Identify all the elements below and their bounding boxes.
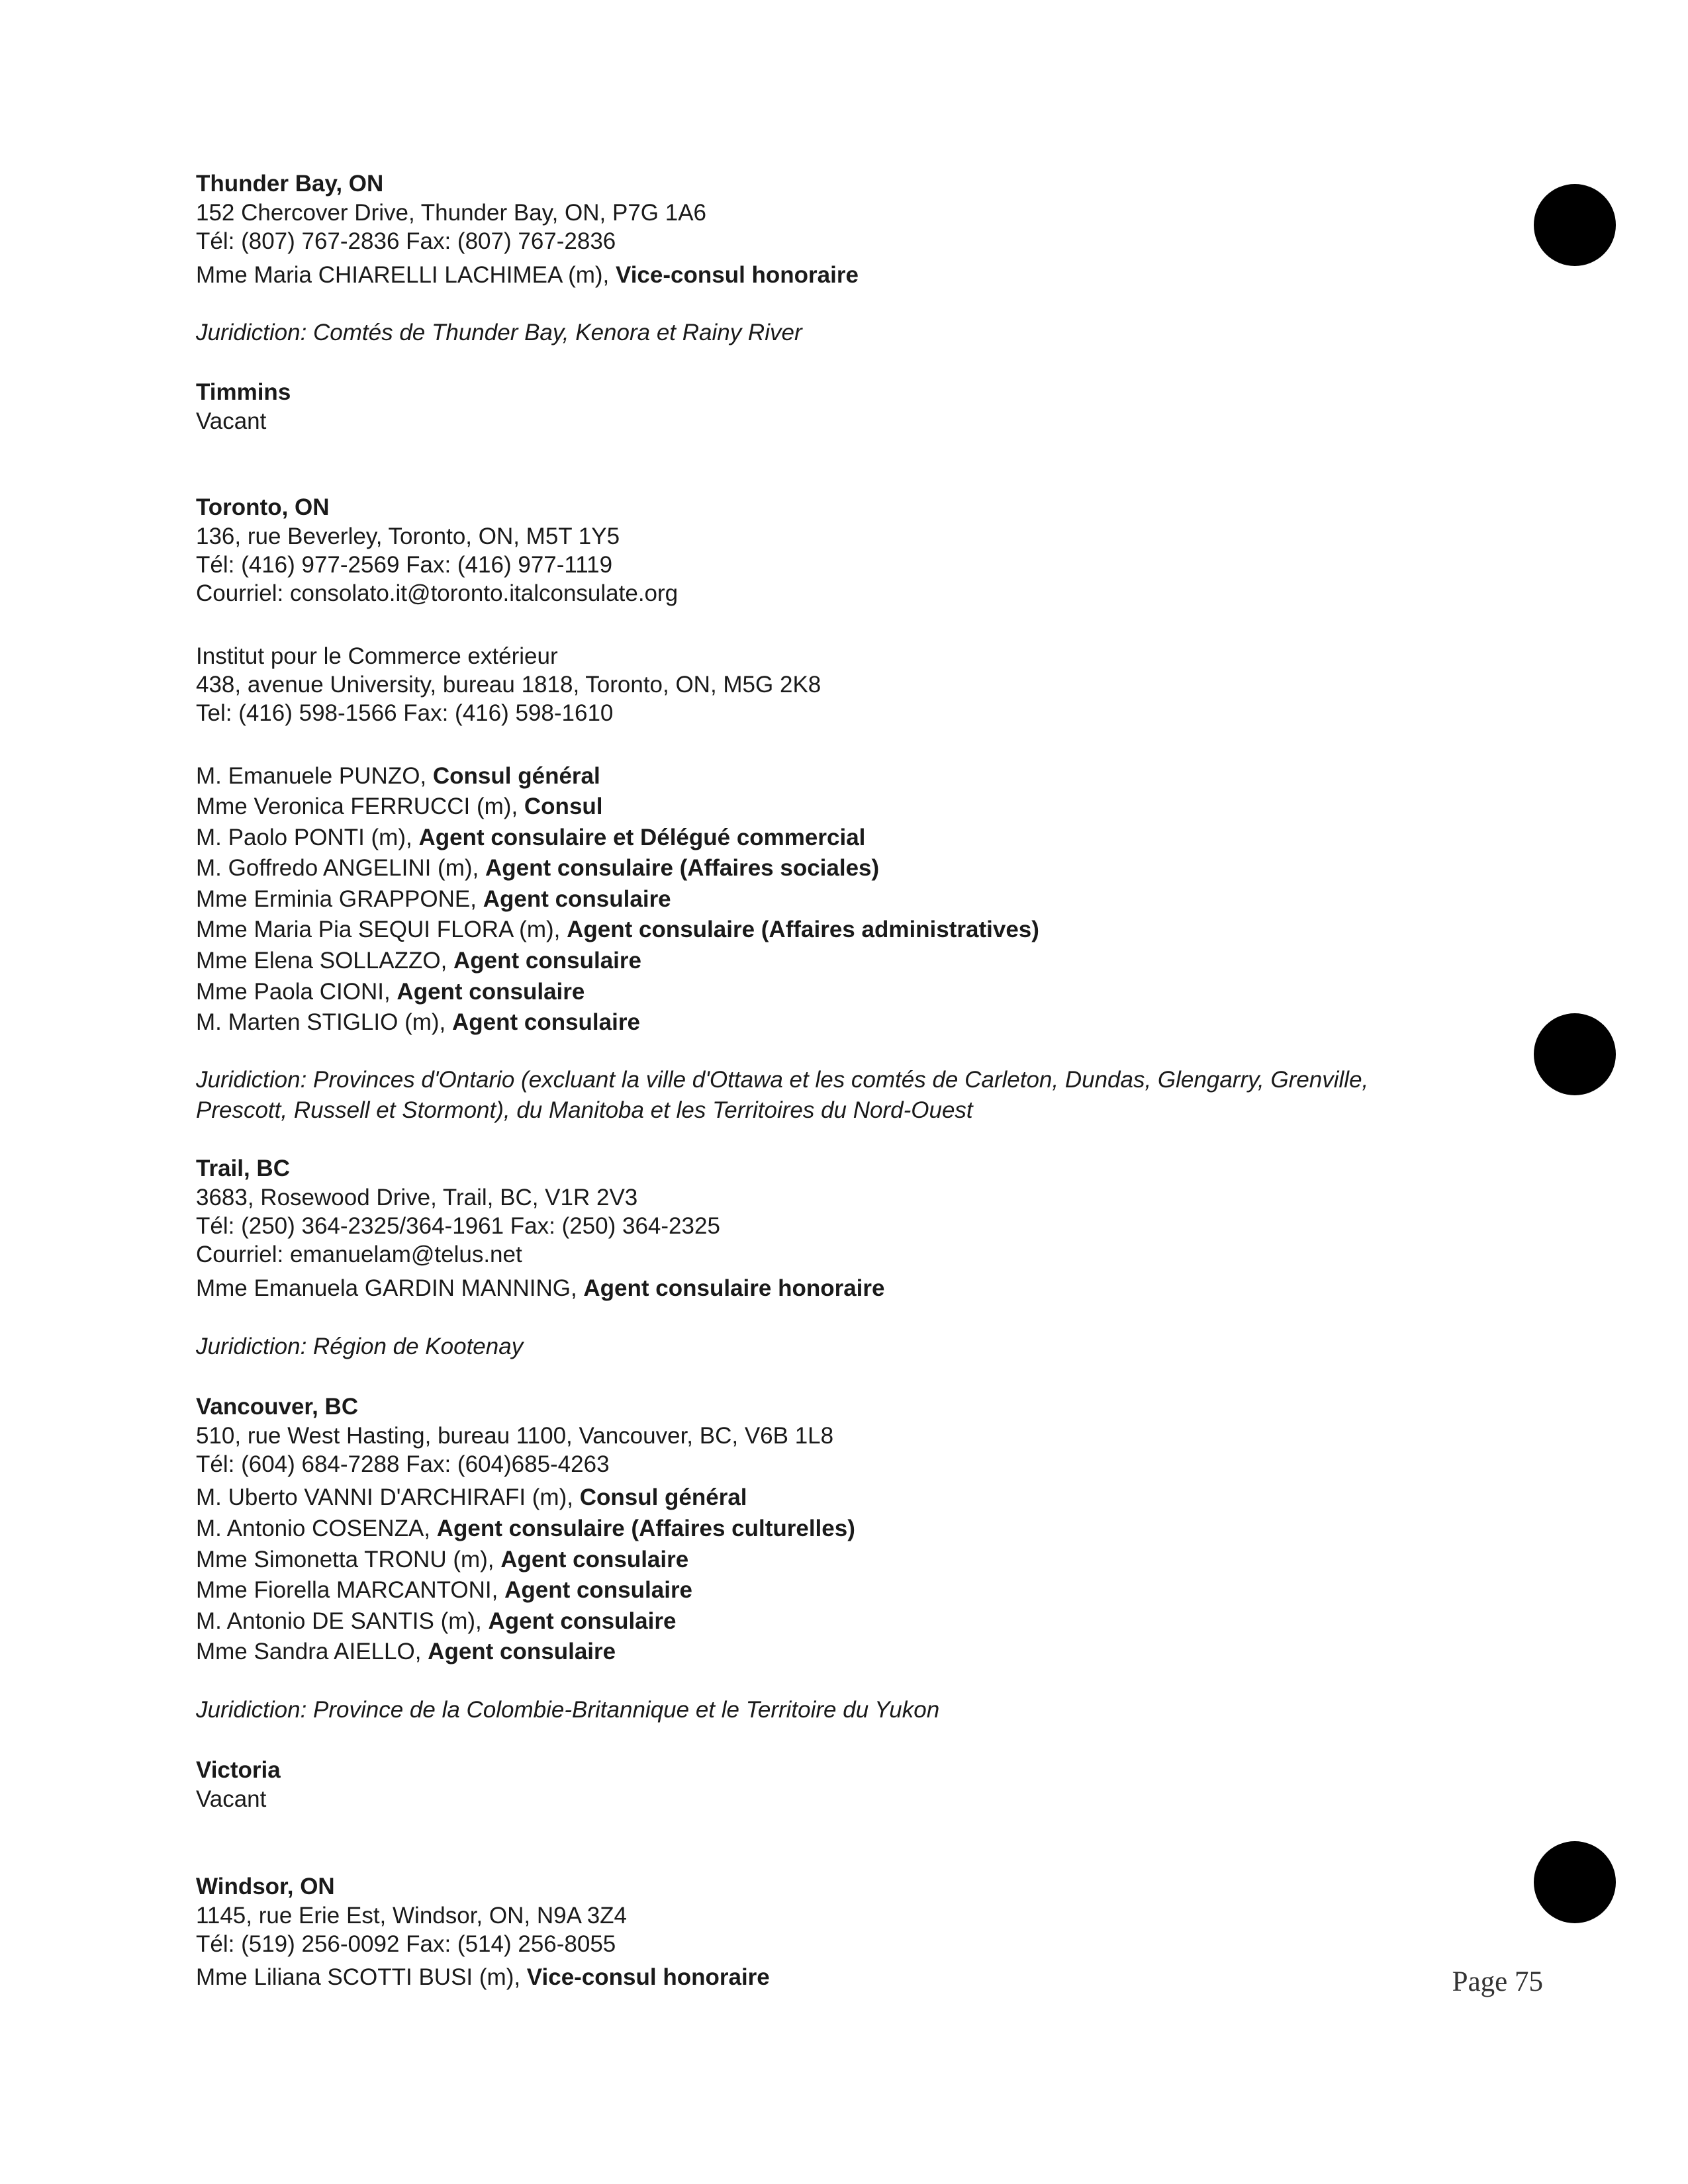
staff-line [196,260,859,291]
entry-title-victoria: Victoria [196,1757,281,1783]
address-line: 1145, rue Erie Est, Windsor, ON, N9A 3Z4 [196,1903,628,1929]
jurisdiction-note: Juridiction: Province de la Colombie-Britannique et le Territoire du Yukon [196,1697,940,1723]
phone-fax-line: Tél: (519) 256-0092 Fax: (514) 256-8055 [196,1931,616,1957]
staff-line [196,1606,676,1637]
staff-name: Mme Liliana SCOTTI BUSI (m), [196,1964,527,1990]
staff-line [196,915,1039,945]
staff-role: Agent consulaire (Affaires administratives) [567,917,1039,942]
jurisdiction-note: Juridiction: Comtés de Thunder Bay, Kenora et Rainy River [196,320,802,345]
staff-line [196,1637,616,1667]
staff-role: Consul général [579,1484,747,1510]
office-name: Institut pour le Commerce extérieur [196,643,558,669]
staff-name: Mme Emanuela GARDIN MANNING, [196,1275,584,1301]
address-line: 136, rue Beverley, Toronto, ON, M5T 1Y5 [196,523,620,549]
vacant-status: Vacant [196,408,267,434]
entry-title-timmins: Timmins [196,379,291,405]
staff-line [196,884,671,915]
staff-role: Vice-consul honoraire [616,262,859,288]
phone-fax-line: Tél: (604) 684-7288 Fax: (604)685-4263 [196,1451,610,1477]
staff-name: Mme Maria Pia SEQUI FLORA (m), [196,917,567,942]
jurisdiction-note: Juridiction: Provinces d'Ontario (excluant la ville d'Ottawa et les comtés de Carleton, Dundas, Glengarry, Grenville, Prescott, Russell et Stormont), du Manitoba et les Territoires du Nord-Ouest [196,1067,1369,1123]
binder-hole-top [1534,184,1616,266]
email-line: Courriel: emanuelam@telus.net [196,1242,522,1267]
vacant-status: Vacant [196,1786,267,1812]
entry-title-vancouver: Vancouver, BC [196,1394,359,1420]
address-line: 510, rue West Hasting, bureau 1100, Vancouver, BC, V6B 1L8 [196,1423,834,1449]
staff-line [196,761,600,792]
email-line: Courriel: consolato.it@toronto.italconsulate.org [196,580,679,606]
staff-name: M. Antonio COSENZA, [196,1516,437,1541]
staff-name: Mme Sandra AIELLO, [196,1639,428,1664]
staff-name: M. Emanuele PUNZO, [196,763,433,789]
staff-line [196,1545,688,1575]
staff-role: Vice-consul honoraire [526,1964,770,1990]
staff-line [196,792,603,822]
staff-role: Consul général [432,763,600,789]
staff-role: Agent consulaire [504,1577,693,1603]
staff-line [196,1482,747,1513]
office-phone-fax: Tel: (416) 598-1566 Fax: (416) 598-1610 [196,700,614,726]
phone-fax-line: Tél: (807) 767-2836 Fax: (807) 767-2836 [196,228,616,254]
jurisdiction-note: Juridiction: Région de Kootenay [196,1334,524,1359]
address-line: 152 Chercover Drive, Thunder Bay, ON, P7G 1A6 [196,200,707,226]
staff-name: Mme Maria CHIARELLI LACHIMEA (m), [196,262,616,288]
phone-fax-line: Tél: (250) 364-2325/364-1961 Fax: (250) 364-2325 [196,1213,720,1239]
staff-role: Agent consulaire honoraire [583,1275,885,1301]
binder-hole-bottom [1534,1841,1616,1923]
entry-title-windsor: Windsor, ON [196,1874,335,1899]
staff-role: Agent consulaire (Affaires sociales) [485,855,880,881]
staff-role: Consul [524,794,603,819]
staff-role: Agent consulaire [453,948,641,974]
staff-role: Agent consulaire [488,1608,677,1634]
staff-line [196,977,585,1007]
office-address: 438, avenue University, bureau 1818, Toronto, ON, M5G 2K8 [196,672,821,698]
entry-title-thunder-bay: Thunder Bay, ON [196,171,384,197]
phone-fax-line: Tél: (416) 977-2569 Fax: (416) 977-1119 [196,552,613,578]
entry-title-trail: Trail, BC [196,1156,290,1181]
staff-name: M. Antonio DE SANTIS (m), [196,1608,489,1634]
staff-line [196,1514,855,1544]
staff-name: M. Goffredo ANGELINI (m), [196,855,485,881]
staff-line [196,1007,640,1038]
staff-line [196,853,879,884]
staff-name: Mme Fiorella MARCANTONI, [196,1577,505,1603]
staff-role: Agent consulaire [428,1639,616,1664]
staff-line [196,823,865,853]
staff-line [196,1575,692,1606]
staff-name: Mme Simonetta TRONU (m), [196,1547,501,1572]
staff-name: Mme Erminia GRAPPONE, [196,886,483,912]
page-number: Page 75 [1452,1966,1543,1997]
staff-role: Agent consulaire [397,979,585,1005]
entry-title-toronto: Toronto, ON [196,494,330,520]
staff-name: Mme Veronica FERRUCCI (m), [196,794,524,819]
staff-role: Agent consulaire [500,1547,689,1572]
staff-name: M. Paolo PONTI (m), [196,825,419,850]
staff-line [196,1273,885,1304]
staff-name: M. Marten STIGLIO (m), [196,1009,452,1035]
staff-line [196,946,641,976]
staff-name: Mme Elena SOLLAZZO, [196,948,454,974]
staff-line [196,1962,770,1993]
staff-name: M. Uberto VANNI D'ARCHIRAFI (m), [196,1484,580,1510]
binder-hole-middle [1534,1013,1616,1095]
address-line: 3683, Rosewood Drive, Trail, BC, V1R 2V3 [196,1185,638,1210]
staff-role: Agent consulaire et Délégué commercial [418,825,866,850]
staff-role: Agent consulaire (Affaires culturelles) [436,1516,855,1541]
staff-role: Agent consulaire [451,1009,640,1035]
staff-role: Agent consulaire [483,886,671,912]
staff-name: Mme Paola CIONI, [196,979,397,1005]
